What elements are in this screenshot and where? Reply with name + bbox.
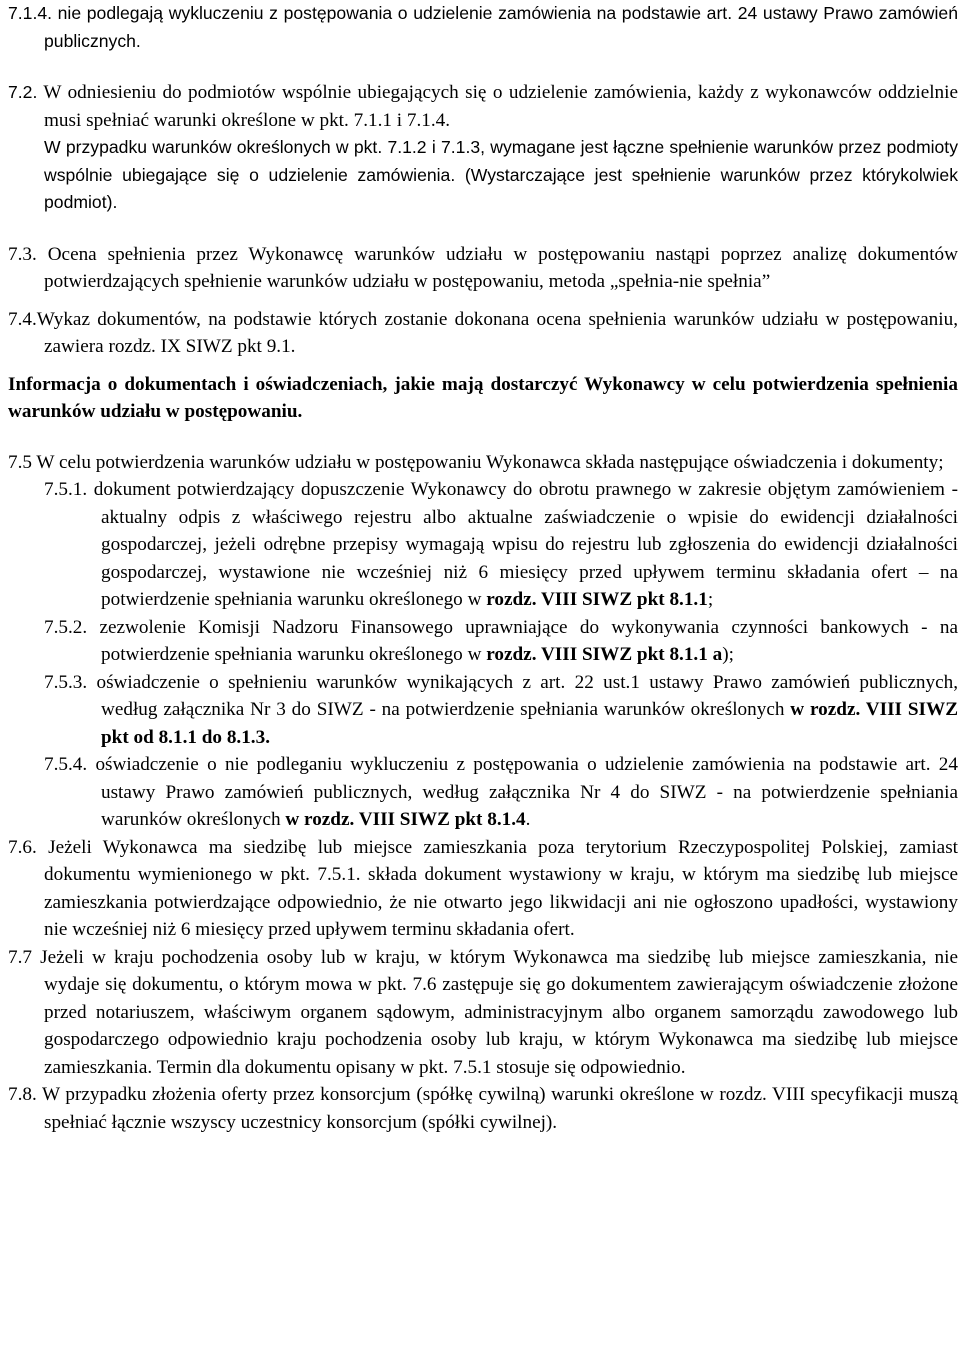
paragraph-7-1-4: 7.1.4. nie podlegają wykluczeniu z postępowania o udzielenie zamówienia na podstawie art. 24 ustawy Prawo zamówień publicznych. [8,3,958,51]
paragraph-7-2-text-a: W odniesieniu do podmiotów wspólnie ubiegających się o udzielenie zamówienia, każdy z wykonawców oddzielnie musi spełniać warunki określone w pkt. 7.1.1 i 7.1.4. [37,82,958,131]
paragraph-7-5-4-tail: . [525,809,531,830]
document-page [8,0,958,1136]
paragraph-7-5-2-reference: rozdz. VIII SIWZ pkt 8.1.1 a [486,644,723,665]
paragraph-7-5-2-tail: ); [722,644,734,665]
paragraph-7-2 [8,79,958,217]
paragraph-7-7: 7.7 Jeżeli w kraju pochodzenia osoby lub w kraju, w którym Wykonawca ma siedzibę lub miejsce zamieszkania, nie wydaje się dokumentu, o którym mowa w pkt. 7.6 zastępuje się go dokumentem zawierającym oświadczenie złożone przed notariuszem, właściwym organem sądowym, administracyjnym albo organem samorządu zawodowego lub gospodarczego odpowiednio kraju pochodzenia osoby lub kraju, w którym Wykonawca ma siedzibę lub miejsce zamieszkania. Termin dla dokumentu opisany w pkt. 7.5.1 stosuje się odpowiednio. [8,946,958,1078]
section-heading: Informacja o dokumentach i oświadczeniach, jakie mają dostarczyć Wykonawcy w celu potwierdzenia spełnienia warunków udziału w postępowaniu. [8,373,958,422]
paragraph-7-5-4-text: 7.5.4. oświadczenie o nie podleganiu wykluczeniu z postępowania o udzielenie zamówienia na podstawie art. 24 ustawy Prawo zamówień publicznych, według załącznika Nr 4 do SIWZ - na potwierdzenie spełniania warunków określonych [44,754,958,830]
paragraph-7-5-1-text: 7.5.1. dokument potwierdzający dopuszczenie Wykonawcy do obrotu prawnego w zakresie objętym zamówieniem - aktualny odpis z właściwego rejestru albo aktualne zaświadczenie o wpisie do ewidencji działalności gospodarczej, jeżeli odrębne przepisy wymagają wpisu do rejestru lub zgłoszenia do ewidencji działalności gospodarczej, wystawione nie wcześniej niż 6 miesięcy przed upływem terminu składania ofert – na potwierdzenie spełniania warunku określonego w [44,479,958,610]
paragraph-7-5-2 [8,614,958,669]
paragraph-7-5-1-reference: rozdz. VIII SIWZ pkt 8.1.1 [486,589,708,610]
paragraph-7-5-3 [8,669,958,752]
paragraph-7-5-4 [8,751,958,834]
paragraph-7-5-1 [8,476,958,614]
paragraph-7-6: 7.6. Jeżeli Wykonawca ma siedzibę lub miejsce zamieszkania poza terytorium Rzeczypospolitej Polskiej, zamiast dokumentu wymienionego w pkt. 7.5.1. składa dokument wystawiony w kraju, w którym ma siedzibę lub miejsce zamieszkania potwierdzające odpowiednio, że nie otwarto jego likwidacji ani nie ogłoszono upadłości, wystawiony nie wcześniej niż 6 miesięcy przed upływem terminu składania ofert. [8,836,958,940]
paragraph-7-5-2-text: 7.5.2. zezwolenie Komisji Nadzoru Finansowego uprawniające do wykonywania czynności bankowych - na potwierdzenie spełniania warunku określonego w [44,616,958,665]
paragraph-7-3: 7.3. Ocena spełnienia przez Wykonawcę warunków udziału w postępowaniu nastąpi poprzez analizę dokumentów potwierdzających spełnienie warunków udziału w postępowaniu, metoda „spełnia-nie spełnia” [8,243,958,292]
paragraph-7-2-text-b: W przypadku warunków określonych w pkt. 7.1.2 i 7.1.3, wymagane jest łączne spełnienie warunków przez podmioty wspólnie ubiegające się o udzielenie zamówienia. (Wystarczające jest spełnienie warunków przez którykolwiek podmiot). [44,137,958,212]
paragraph-7-5-3-text: 7.5.3. oświadczenie o spełnieniu warunków wynikających z art. 22 ust.1 ustawy Prawo zamówień publicznych, według załącznika Nr 3 do SIWZ - na potwierdzenie spełniania warunków określonych [44,671,958,720]
paragraph-7-4: 7.4.Wykaz dokumentów, na podstawie których zostanie dokonana ocena spełnienia warunków udziału w postępowaniu, zawiera rozdz. IX SIWZ pkt 9.1. [8,308,958,357]
paragraph-7-2-number: 7.2. [8,82,38,102]
paragraph-7-5-1-tail: ; [707,589,714,610]
paragraph-7-8: 7.8. W przypadku złożenia oferty przez konsorcjum (spółkę cywilną) warunki określone w rozdz. VIII specyfikacji muszą spełniać łącznie wszyscy uczestnicy konsorcjum (spółki cywilnej). [8,1084,958,1133]
paragraph-7-5-4-reference: w rozdz. VIII SIWZ pkt 8.1.4 [285,809,526,830]
paragraph-7-5-3-reference: w rozdz. VIII SIWZ pkt od 8.1.1 do 8.1.3. [101,699,958,748]
paragraph-7-5: 7.5 W celu potwierdzenia warunków udziału w postępowaniu Wykonawca składa następujące oświadczenia i dokumenty; [8,451,944,473]
